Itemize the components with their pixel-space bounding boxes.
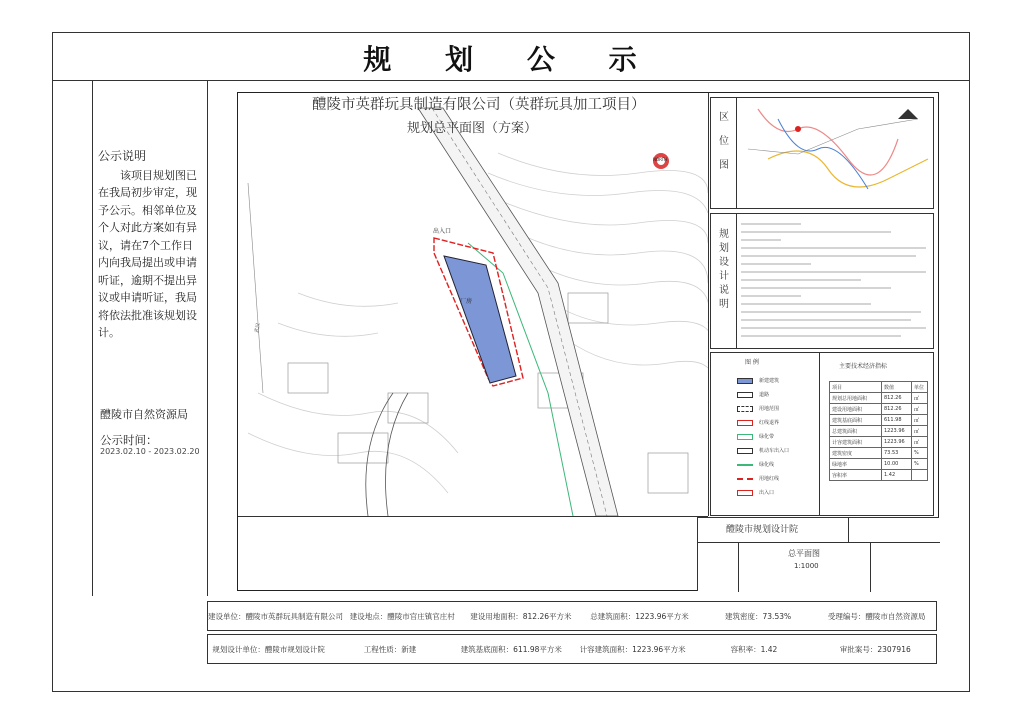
- indicators-table: [829, 381, 928, 481]
- table-row: 计容建筑面积 1223.96 ㎡: [830, 437, 928, 448]
- info-cell: 建筑密度：73.53%: [725, 611, 792, 621]
- info-cell: 工程性质：新建: [363, 644, 417, 654]
- table-row: 项目 数值 单位: [830, 382, 928, 393]
- page-title: 规 划 公 示: [363, 43, 659, 76]
- factory-label: 厂房: [460, 298, 473, 305]
- title-block: [697, 517, 939, 591]
- drawing-title: 醴陵市英群玩具制造有限公司（英群玩具加工项目）: [312, 97, 646, 113]
- info-cell: 审批案号：2307916: [839, 644, 911, 654]
- legend-title: 图 例: [745, 359, 759, 366]
- info-cell: 容积率：1.42: [730, 644, 778, 654]
- info-cell: 规划设计单位：醴陵市规划设计院: [212, 644, 325, 654]
- legend-item: 红线退界: [737, 419, 779, 426]
- notice-panel: [98, 148, 202, 342]
- info-cell: 建设单位：醴陵市英群玩具制造有限公司: [208, 611, 343, 621]
- drawing-subtitle: 规划总平面图（方案）: [407, 121, 538, 136]
- table-row: 建筑密度 73.53 %: [830, 448, 928, 459]
- legend-item: 新建建筑: [737, 377, 779, 384]
- legend-panel: [710, 352, 934, 516]
- design-notes-panel: [710, 213, 934, 349]
- legend-swatch: [737, 406, 753, 412]
- design-institute: 醴陵市规划设计院: [726, 525, 799, 535]
- table-row: 规划总用地面积 812.26 ㎡: [830, 393, 928, 404]
- info-cell: 建筑基底面积：611.98平方米: [460, 644, 562, 654]
- legend-swatch: [737, 420, 753, 426]
- legend-swatch: [737, 434, 753, 440]
- location-map: [738, 99, 934, 207]
- design-divider: [736, 214, 737, 348]
- plan-name: 总平面图: [788, 549, 820, 558]
- design-notes-text: [741, 218, 931, 346]
- table-row: 建筑基底面积 611.98 ㎡: [830, 415, 928, 426]
- notice-time-value: 2023.02.10 - 2023.02.20: [100, 447, 200, 456]
- info-cell: 受理编号：醴陵市自然资源局: [827, 611, 926, 621]
- table-row: 总建筑面积 1223.96 ㎡: [830, 426, 928, 437]
- legend-item: 出入口: [737, 489, 774, 496]
- legend-item: 机动车出入口: [737, 447, 789, 454]
- tb-line: [870, 542, 871, 592]
- notice-heading: 公示说明: [98, 149, 147, 163]
- svg-text:NORTH: NORTH: [653, 157, 668, 162]
- table-row: 容积率 1.42: [830, 470, 928, 481]
- legend-item: 用地范围: [737, 405, 779, 412]
- legend-swatch: [737, 378, 753, 384]
- info-cell: 计容建筑面积：1223.96平方米: [579, 644, 686, 654]
- design-label: 规划设计说明: [719, 229, 729, 310]
- legend-swatch: [737, 392, 753, 398]
- table-row: 绿地率 10.00 %: [830, 459, 928, 470]
- legend-item: 用地红线: [737, 475, 779, 482]
- legend-swatch: [737, 464, 753, 466]
- info-cell: 总建筑面积：1223.96平方米: [590, 611, 689, 621]
- table-row: 建设用地面积 812.26 ㎡: [830, 404, 928, 415]
- legend-item: 绿化线: [737, 461, 774, 468]
- plan-scale: 1:1000: [794, 562, 819, 570]
- location-panel: [710, 97, 934, 209]
- legend-swatch: [737, 448, 753, 454]
- entrance-label: 出入口: [433, 228, 452, 235]
- tb-line: [698, 542, 940, 543]
- site-map-graphic: [238, 93, 708, 516]
- legend-swatch: [737, 490, 753, 496]
- legend-item: 绿化带: [737, 433, 774, 440]
- map-bottom-line: [238, 516, 708, 517]
- notice-body: 该项目规划图已在我局初步审定，现予公示。相邻单位及个人对此方案如有异议，请在7个工作日内向我局提出或申请听证，逾期不提出异议或申请听证，我局将依法批准该规划设计。: [98, 168, 197, 339]
- info-row-1: [207, 601, 937, 631]
- location-label: 区位图: [719, 112, 729, 171]
- legend-divider: [819, 353, 820, 515]
- notice-time-label: 公示时间：: [100, 433, 158, 447]
- legend-item: 道路: [737, 391, 769, 398]
- notice-left-border: [92, 80, 93, 596]
- info-cell: 建设地点：醴陵市官庄镇官庄村: [349, 611, 455, 621]
- map-divider: [708, 93, 709, 516]
- legend-swatch: [737, 478, 753, 480]
- info-row-2: [207, 634, 937, 664]
- notice-right-border: [207, 80, 208, 596]
- location-divider: [736, 98, 737, 208]
- tb-line: [848, 518, 849, 542]
- info-cell: 建设用地面积：812.26平方米: [470, 611, 572, 621]
- site-map: [238, 93, 708, 516]
- notice-org: 醴陵市自然资源局: [100, 408, 188, 421]
- tb-line: [738, 542, 739, 592]
- title-divider: [52, 80, 970, 81]
- indicators-title: 主要技术经济指标: [839, 363, 888, 370]
- svg-text:武汉: 武汉: [254, 322, 262, 334]
